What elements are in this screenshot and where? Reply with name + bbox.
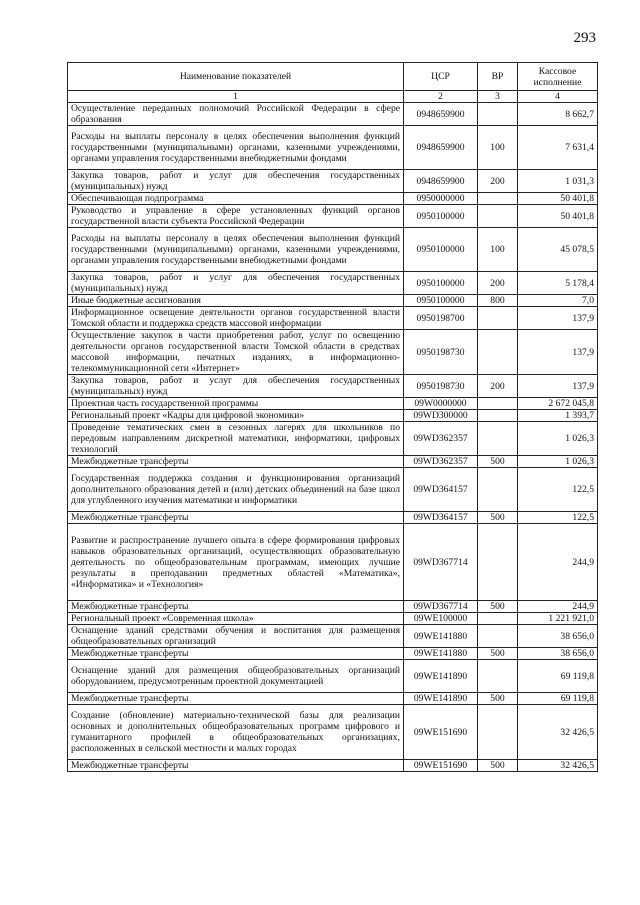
row-name: Межбюджетные трансферты: [68, 512, 404, 524]
row-csr: 09WE151690: [404, 705, 478, 760]
row-amount: 1 026,3: [518, 456, 598, 468]
row-name: Оснащение зданий для размещения общеобразовательных организаций оборудованием, предусмотренным проектной документацией: [68, 660, 404, 693]
row-csr: 09WE100000: [404, 613, 478, 625]
row-name: Межбюджетные трансферты: [68, 760, 404, 772]
row-amount: 1 221 921,0: [518, 613, 598, 625]
row-vr: [478, 468, 518, 512]
row-amount: 50 401,8: [518, 205, 598, 228]
row-vr: [478, 625, 518, 648]
row-name: Межбюджетные трансферты: [68, 601, 404, 613]
header-num-3: 3: [478, 91, 518, 103]
row-amount: 5 178,4: [518, 272, 598, 295]
header-num-1: 1: [68, 91, 404, 103]
table-row: [68, 422, 598, 456]
row-name: Информационное освещение деятельности органов государственной власти Томской области и поддержка средств массовой информации: [68, 307, 404, 330]
row-amount: 45 078,5: [518, 228, 598, 272]
row-csr: 09WE141880: [404, 648, 478, 660]
row-amount: 7,0: [518, 295, 598, 307]
header-vr: ВР: [478, 63, 518, 91]
row-csr: 09WD367714: [404, 601, 478, 613]
table-row: [68, 272, 598, 295]
header-num-2: 2: [404, 91, 478, 103]
row-amount: 69 119,8: [518, 693, 598, 705]
header-csr: ЦСР: [404, 63, 478, 91]
table-row: [68, 601, 598, 613]
table-row: [68, 648, 598, 660]
row-vr: 100: [478, 126, 518, 170]
budget-table: [67, 62, 598, 772]
row-amount: 7 631,4: [518, 126, 598, 170]
row-csr: 09WD367714: [404, 524, 478, 601]
row-vr: 500: [478, 760, 518, 772]
row-name: Расходы на выплаты персоналу в целях обеспечения выполнения функций государственными (муниципальными) органами, казенными учреждениями, органами управления государственными внебюджетными фондами: [68, 228, 404, 272]
table-row: [68, 410, 598, 422]
row-csr: 09WD364157: [404, 468, 478, 512]
row-amount: 137,9: [518, 307, 598, 330]
table-row: [68, 625, 598, 648]
row-vr: [478, 613, 518, 625]
row-amount: 244,9: [518, 524, 598, 601]
row-name: Обеспечивающая подпрограмма: [68, 193, 404, 205]
row-csr: 0950198700: [404, 307, 478, 330]
row-name: Осуществление закупок в части приобретения работ, услуг по освещению деятельности органов государственной власти Томской области в средствах массовой информации, печатных изданиях, в информационно-телекоммуникационной сети «Интернет»: [68, 330, 404, 375]
row-csr: 09WE151690: [404, 760, 478, 772]
row-vr: 200: [478, 170, 518, 193]
row-vr: [478, 193, 518, 205]
table-row: [68, 295, 598, 307]
table-row: [68, 760, 598, 772]
table-row: [68, 330, 598, 375]
row-amount: 122,5: [518, 468, 598, 512]
row-amount: 244,9: [518, 601, 598, 613]
row-vr: [478, 524, 518, 601]
row-vr: [478, 660, 518, 693]
row-csr: 0950000000: [404, 193, 478, 205]
row-csr: 09WD362357: [404, 422, 478, 456]
row-csr: 09WE141880: [404, 625, 478, 648]
table-row: [68, 103, 598, 126]
row-amount: 50 401,8: [518, 193, 598, 205]
row-name: Закупка товаров, работ и услуг для обеспечения государственных (муниципальных) нужд: [68, 272, 404, 295]
row-name: Региональный проект «Современная школа»: [68, 613, 404, 625]
row-csr: 09WD364157: [404, 512, 478, 524]
row-amount: 38 656,0: [518, 625, 598, 648]
row-amount: 1 031,3: [518, 170, 598, 193]
row-name: Развитие и распространение лучшего опыта в сфере формирования цифровых навыков образовательных организаций, осуществляющих образовательную деятельность по общеобразовательным программам, имеющих лучшие результаты в преподавании предметных областей «Математика», «Информатика» и «Технология»: [68, 524, 404, 601]
row-amount: 137,9: [518, 330, 598, 375]
row-vr: [478, 705, 518, 760]
row-name: Закупка товаров, работ и услуг для обеспечения государственных (муниципальных) нужд: [68, 375, 404, 398]
row-vr: [478, 307, 518, 330]
row-name: Межбюджетные трансферты: [68, 648, 404, 660]
table-row: [68, 170, 598, 193]
row-name: Руководство и управление в сфере установленных функций органов государственной власти субъекта Российской Федерации: [68, 205, 404, 228]
row-csr: 0950100000: [404, 205, 478, 228]
row-name: Оснащение зданий средствами обучения и воспитания для размещения общеобразовательных организаций: [68, 625, 404, 648]
row-csr: 09WE141890: [404, 660, 478, 693]
row-csr: 0950100000: [404, 272, 478, 295]
row-name: Проведение тематических смен в сезонных лагерях для школьников по передовым направлениям дискретной математики, информатики, цифровых технологий: [68, 422, 404, 456]
row-vr: 500: [478, 693, 518, 705]
row-vr: 200: [478, 375, 518, 398]
row-csr: 09WD300000: [404, 410, 478, 422]
row-name: Осуществление переданных полномочий Российской Федерации в сфере образования: [68, 103, 404, 126]
header-amount: Кассовое исполнение: [518, 63, 598, 91]
row-csr: 09WD362357: [404, 456, 478, 468]
row-csr: 0950198730: [404, 330, 478, 375]
table-row: [68, 660, 598, 693]
row-csr: 0950100000: [404, 228, 478, 272]
row-amount: 32 426,5: [518, 760, 598, 772]
row-amount: 2 672 045,8: [518, 398, 598, 410]
page-number: 293: [573, 30, 596, 46]
table-row: [68, 512, 598, 524]
table-body: [68, 103, 598, 772]
row-vr: 800: [478, 295, 518, 307]
row-amount: 69 119,8: [518, 660, 598, 693]
table-row: [68, 693, 598, 705]
row-name: Государственная поддержка создания и функционирования организаций дополнительного образования детей и (или) детских объединений на базе школ для углубленного изучения математики и информатики: [68, 468, 404, 512]
row-vr: [478, 422, 518, 456]
row-vr: 500: [478, 512, 518, 524]
row-amount: 32 426,5: [518, 705, 598, 760]
row-vr: [478, 398, 518, 410]
table-row: [68, 193, 598, 205]
row-vr: [478, 330, 518, 375]
row-vr: 100: [478, 228, 518, 272]
table-row: [68, 705, 598, 760]
row-name: Проектная часть государственной программы: [68, 398, 404, 410]
row-name: Межбюджетные трансферты: [68, 693, 404, 705]
row-csr: 09W0000000: [404, 398, 478, 410]
row-vr: 500: [478, 456, 518, 468]
row-amount: 137,9: [518, 375, 598, 398]
row-name: Иные бюджетные ассигнования: [68, 295, 404, 307]
table-row: [68, 307, 598, 330]
row-vr: 500: [478, 601, 518, 613]
row-name: Региональный проект «Кадры для цифровой экономики»: [68, 410, 404, 422]
row-name: Закупка товаров, работ и услуг для обеспечения государственных (муниципальных) нужд: [68, 170, 404, 193]
row-amount: 8 662,7: [518, 103, 598, 126]
row-amount: 1 026,3: [518, 422, 598, 456]
table-row: [68, 524, 598, 601]
row-csr: 0950198730: [404, 375, 478, 398]
row-amount: 122,5: [518, 512, 598, 524]
row-name: Расходы на выплаты персоналу в целях обеспечения выполнения функций государственными (муниципальными) органами, казенными учреждениями, органами управления государственными внебюджетными фондами: [68, 126, 404, 170]
row-vr: [478, 103, 518, 126]
row-vr: 500: [478, 648, 518, 660]
table-row: [68, 398, 598, 410]
row-csr: 0950100000: [404, 295, 478, 307]
table-row: [68, 126, 598, 170]
row-csr: 0948659900: [404, 103, 478, 126]
table-row: [68, 205, 598, 228]
header-name: Наименование показателей: [68, 63, 404, 91]
header-num-4: 4: [518, 91, 598, 103]
row-csr: 09WE141890: [404, 693, 478, 705]
row-amount: 38 656,0: [518, 648, 598, 660]
table-row: [68, 375, 598, 398]
row-name: Межбюджетные трансферты: [68, 456, 404, 468]
row-amount: 1 393,7: [518, 410, 598, 422]
row-csr: 0948659900: [404, 126, 478, 170]
table-row: [68, 228, 598, 272]
table-row: [68, 613, 598, 625]
row-vr: 200: [478, 272, 518, 295]
table-row: [68, 468, 598, 512]
row-csr: 0948659900: [404, 170, 478, 193]
table-row: [68, 456, 598, 468]
row-name: Создание (обновление) материально-технической базы для реализации основных и дополнительных общеобразовательных программ цифрового и гуманитарного профилей в общеобразовательных организациях, расположенных в сельской местности и малых городах: [68, 705, 404, 760]
row-vr: [478, 205, 518, 228]
row-vr: [478, 410, 518, 422]
